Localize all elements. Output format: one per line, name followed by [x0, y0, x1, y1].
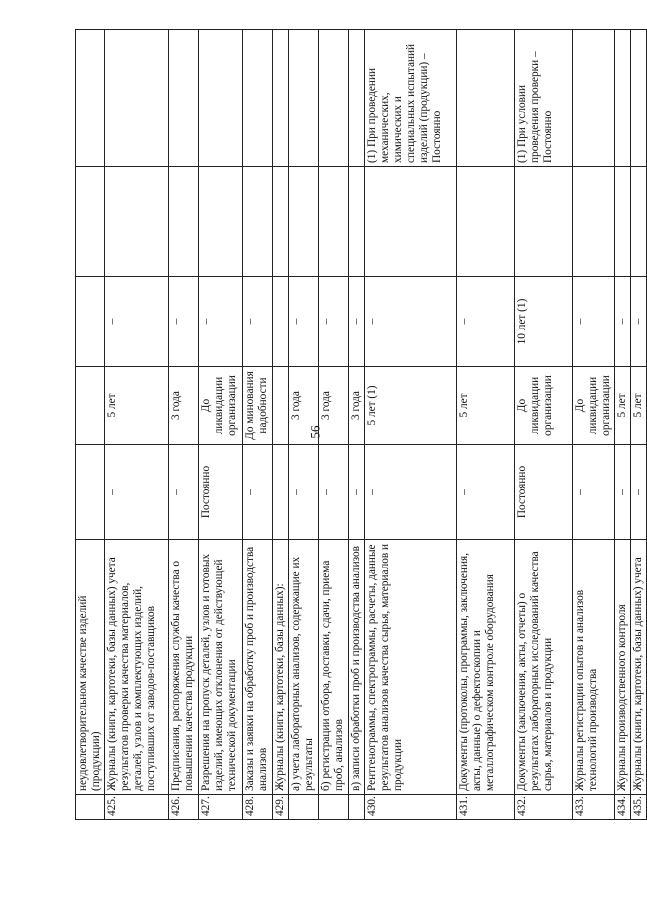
storage-term-other [76, 367, 105, 445]
note-cell [105, 30, 169, 167]
note-cell [289, 30, 319, 167]
storage-term-other: 5 лет (1) [365, 367, 457, 445]
note-cell: (1) При проведении механических, химических и специальных испытаний изделий (продукции) – Постоянно [365, 30, 457, 167]
spacer-cell [631, 167, 647, 277]
article-title: Журналы (книги, картотеки, базы данных) учета результатов проверки качества материалов, деталей, узлов и комплектующих изделий, поступивших от заводов-поставщиков [105, 540, 169, 795]
row-number: 426. [169, 795, 199, 820]
storage-term-epk: 10 лет (1) [515, 277, 573, 367]
article-title: б) регистрации отбора, доставки, сдачи, приема проб, анализов [319, 540, 349, 795]
storage-term-epk: – [289, 277, 319, 367]
storage-term-epk: – [243, 277, 273, 367]
table-row [631, 30, 647, 820]
spacer-cell [76, 167, 105, 277]
row-number: 433. [573, 795, 615, 820]
storage-term-org: – [243, 445, 273, 540]
storage-term-other: 5 лет [457, 367, 515, 445]
row-number: 425. [105, 795, 169, 820]
table-row [349, 30, 365, 820]
storage-term-other: 5 лет [631, 367, 647, 445]
storage-term-other: 5 лет [615, 367, 631, 445]
table-row [169, 30, 199, 820]
table-row [319, 30, 349, 820]
row-number: 434. [615, 795, 631, 820]
spacer-cell [289, 167, 319, 277]
storage-term-org: – [169, 445, 199, 540]
spacer-cell [243, 167, 273, 277]
note-cell [319, 30, 349, 167]
storage-term-epk [76, 277, 105, 367]
storage-term-org: – [319, 445, 349, 540]
note-cell [273, 30, 289, 167]
row-number: 427. [199, 795, 243, 820]
storage-term-epk: – [573, 277, 615, 367]
article-title: Журналы регистрации опытов и анализов технологий производства [573, 540, 615, 795]
table-row [105, 30, 169, 820]
row-number: 435. [631, 795, 647, 820]
storage-term-epk: – [457, 277, 515, 367]
storage-term-org: – [457, 445, 515, 540]
table-row [615, 30, 631, 820]
storage-term-other: До ликвидации организации [573, 367, 615, 445]
row-number: 428. [243, 795, 273, 820]
note-cell [615, 30, 631, 167]
note-cell: (1) При условии проведения проверки – Постоянно [515, 30, 573, 167]
table-row [243, 30, 273, 820]
document-sheet [75, 30, 644, 820]
storage-term-org: Постоянно [515, 445, 573, 540]
note-cell [573, 30, 615, 167]
records-table [75, 29, 647, 820]
article-title: неудовлетворительном качестве изделий (продукции) [76, 540, 105, 795]
storage-term-org: – [631, 445, 647, 540]
spacer-cell [319, 167, 349, 277]
article-title: Предписания, распоряжения службы качества о повышении качества продукции [169, 540, 199, 795]
table-row [365, 30, 457, 820]
table-row [289, 30, 319, 820]
spacer-cell [457, 167, 515, 277]
spacer-cell [349, 167, 365, 277]
article-title: Рентгенограммы, спектрограммы, расчеты, данные результатов анализов качества сырья, материалов и продукции [365, 540, 457, 795]
storage-term-epk: – [365, 277, 457, 367]
storage-term-epk: – [349, 277, 365, 367]
row-number [76, 795, 105, 820]
note-cell [349, 30, 365, 167]
spacer-cell [105, 167, 169, 277]
storage-term-other: До ликвидации организации [199, 367, 243, 445]
storage-term-epk: – [169, 277, 199, 367]
note-cell [457, 30, 515, 167]
storage-term-other: 3 года [289, 367, 319, 445]
storage-term-other: 3 года [169, 367, 199, 445]
row-number: 432. [515, 795, 573, 820]
storage-term-epk: – [319, 277, 349, 367]
storage-term-epk: – [615, 277, 631, 367]
article-title: Разрешения на пропуск деталей, узлов и готовых изделий, имеющих отклонения от действующей технической документации [199, 540, 243, 795]
row-number [349, 795, 365, 820]
storage-term-epk: – [631, 277, 647, 367]
article-title: Документы (протоколы, программы, заключения, акты, данные) о дефектоскопии и металлографическом контроле оборудования [457, 540, 515, 795]
row-number [289, 795, 319, 820]
spacer-cell [515, 167, 573, 277]
spacer-cell [573, 167, 615, 277]
table-row [457, 30, 515, 820]
note-cell [199, 30, 243, 167]
article-title: а) учета лабораторных анализов, содержащие их результаты [289, 540, 319, 795]
spacer-cell [169, 167, 199, 277]
storage-term-org: – [105, 445, 169, 540]
spacer-cell [615, 167, 631, 277]
article-title: Журналы производственного контроля [615, 540, 631, 795]
storage-term-org: – [573, 445, 615, 540]
storage-term-epk: – [199, 277, 243, 367]
storage-term-other: 3 года [319, 367, 349, 445]
spacer-cell [365, 167, 457, 277]
page-number: 56 [307, 425, 323, 439]
rotated-table-frame [75, 30, 644, 820]
article-title: Журналы (книги, картотеки, базы данных): [273, 540, 289, 795]
storage-term-epk [273, 277, 289, 367]
note-cell [243, 30, 273, 167]
table-row [273, 30, 289, 820]
storage-term-epk: – [105, 277, 169, 367]
storage-term-org [273, 445, 289, 540]
row-number: 431. [457, 795, 515, 820]
spacer-cell [273, 167, 289, 277]
table-row [76, 30, 105, 820]
table-row [199, 30, 243, 820]
storage-term-other [273, 367, 289, 445]
article-title: в) записи обработки проб и производства анализов [349, 540, 365, 795]
storage-term-org [76, 445, 105, 540]
table-row [573, 30, 615, 820]
storage-term-other: До ликвидации организации [515, 367, 573, 445]
article-title: Журналы (книги, картотеки, базы данных) учета [631, 540, 647, 795]
storage-term-other: До минования надобности [243, 367, 273, 445]
note-cell [76, 30, 105, 167]
storage-term-org: – [615, 445, 631, 540]
storage-term-org: Постоянно [199, 445, 243, 540]
note-cell [631, 30, 647, 167]
table-row [515, 30, 573, 820]
storage-term-org: – [289, 445, 319, 540]
storage-term-org: – [365, 445, 457, 540]
row-number: 430. [365, 795, 457, 820]
storage-term-other: 3 года [349, 367, 365, 445]
note-cell [169, 30, 199, 167]
article-title: Заказы и заявки на обработку проб и производства анализов [243, 540, 273, 795]
spacer-cell [199, 167, 243, 277]
row-number [319, 795, 349, 820]
article-title: Документы (заключения, акты, отчеты) о результатах лабораторных исследований качества сырья, материалов и продукции [515, 540, 573, 795]
row-number: 429. [273, 795, 289, 820]
storage-term-other: 5 лет [105, 367, 169, 445]
storage-term-org: – [349, 445, 365, 540]
records-table-body [76, 30, 647, 820]
